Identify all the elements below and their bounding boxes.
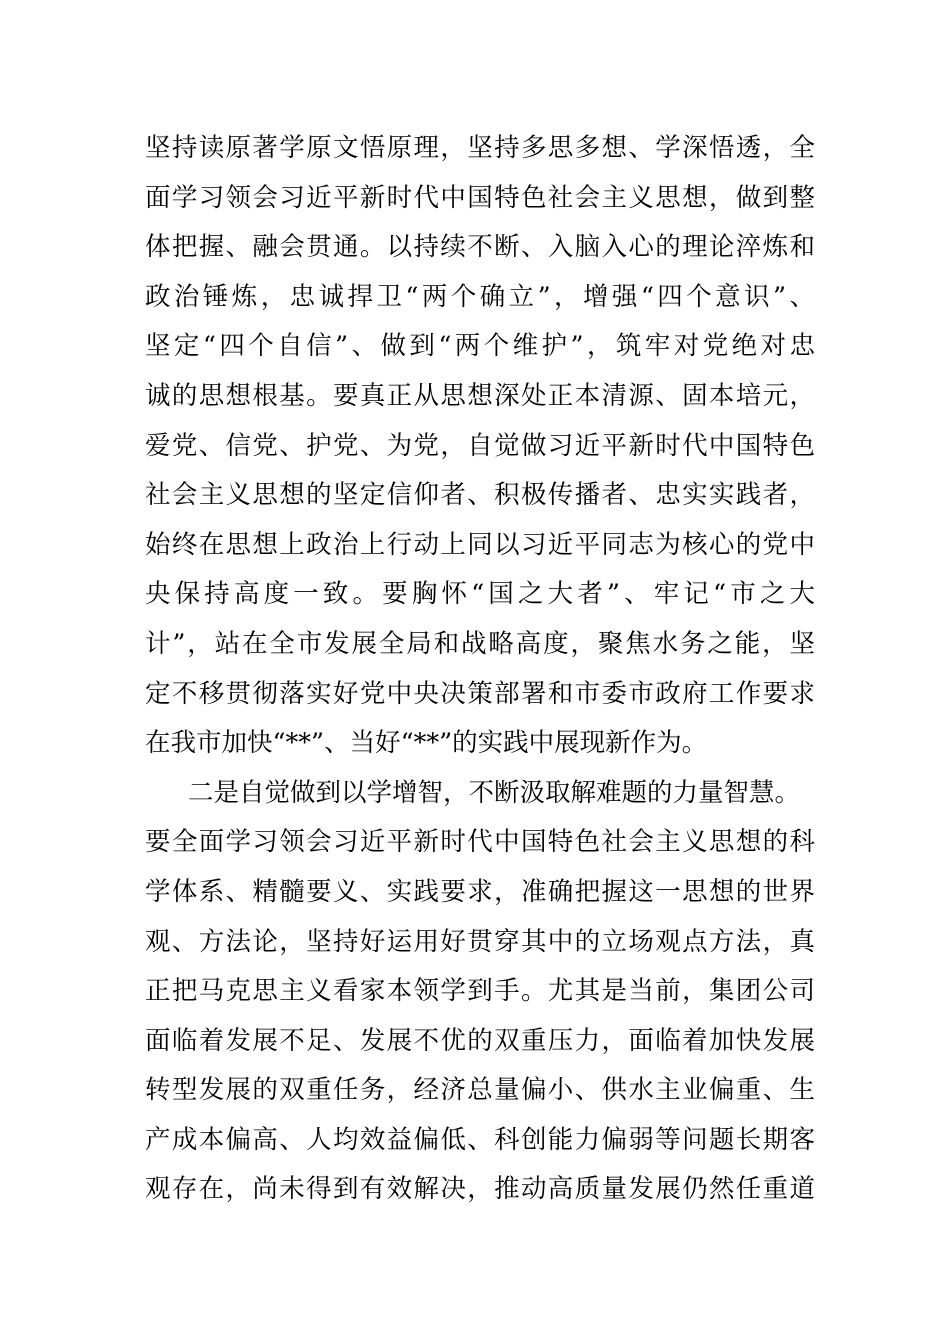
text-line: 定不移贯彻落实好党中央决策部署和市委市政府工作要求 — [145, 678, 815, 709]
text-line: 坚持读原著学原文悟原理，坚持多思多想、学深悟透，全 — [145, 133, 815, 163]
text-line: 计”，站在全市发展全局和战略高度，聚焦水务之能，坚 — [145, 628, 815, 659]
paragraph-heading-line: 二是自觉做到以学增智，不断汲取解难题的力量智慧。 — [188, 777, 801, 808]
text-line: 面临着发展不足、发展不优的双重压力，面临着加快发展 — [145, 1025, 815, 1056]
paragraph-end-line: 在我市加快“**”、当好“**”的实践中展现新作为。 — [145, 728, 708, 759]
text-line: 政治锤炼，忠诚捍卫“两个确立”，增强“四个意识”、 — [145, 281, 815, 312]
text-line: 坚定“四个自信”、做到“两个维护”，筑牢对党绝对忠 — [145, 331, 815, 362]
text-line: 正把马克思主义看家本领学到手。尤其是当前，集团公司 — [145, 976, 815, 1007]
text-line: 观存在，尚未得到有效解决，推动高质量发展仍然任重道 — [145, 1174, 815, 1205]
text-line: 社会主义思想的坚定信仰者、积极传播者、忠实实践者， — [145, 480, 815, 511]
text-line: 产成本偏高、人均效益偏低、科创能力偏弱等问题长期客 — [145, 1124, 815, 1155]
text-line: 体把握、融会贯通。以持续不断、入脑入心的理论淬炼和 — [145, 232, 815, 263]
text-line: 爱党、信党、护党、为党，自觉做习近平新时代中国特色 — [145, 430, 815, 461]
text-line: 学体系、精髓要义、实践要求，准确把握这一思想的世界 — [145, 876, 815, 907]
body-text — [145, 124, 815, 1215]
text-line: 观、方法论，坚持好运用好贯穿其中的立场观点方法，真 — [145, 926, 815, 957]
text-line: 始终在思想上政治上行动上同以习近平同志为核心的党中 — [145, 529, 815, 560]
text-line: 面学习领会习近平新时代中国特色社会主义思想，做到整 — [145, 182, 815, 213]
text-line: 转型发展的双重任务，经济总量偏小、供水主业偏重、生 — [145, 1075, 815, 1106]
text-line: 央保持高度一致。要胸怀“国之大者”、牢记“市之大 — [145, 579, 815, 610]
text-line: 诚的思想根基。要真正从思想深处正本清源、固本培元， — [145, 380, 815, 411]
text-line: 要全面学习领会习近平新时代中国特色社会主义思想的科 — [145, 827, 815, 858]
